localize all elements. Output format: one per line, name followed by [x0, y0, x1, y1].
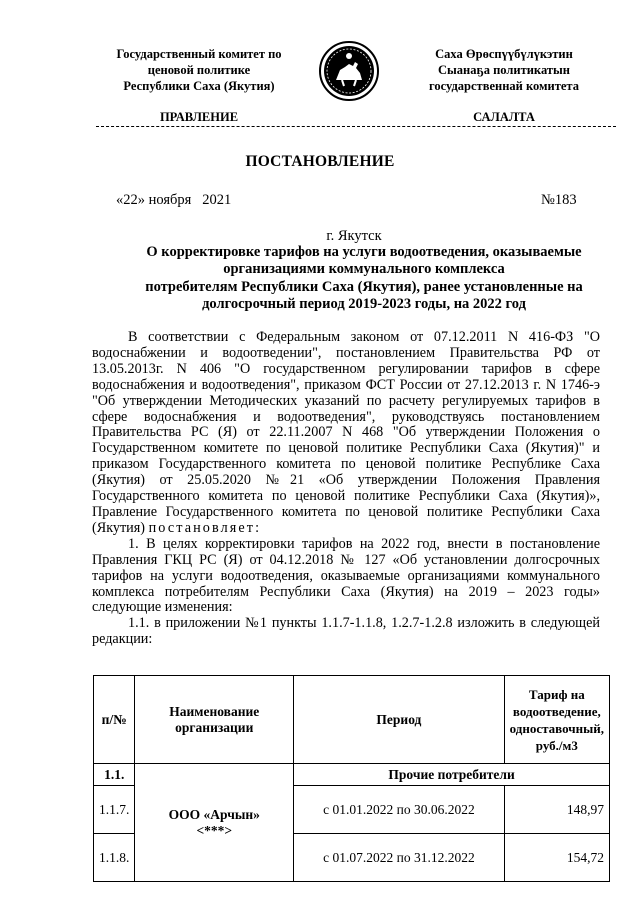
row-period: с 01.01.2022 по 30.06.2022	[294, 786, 505, 834]
header-line: Сыанаҕа политикатын	[438, 63, 570, 77]
header-organization: Наименование организации	[135, 676, 294, 764]
document-body	[92, 330, 600, 648]
header-line: ценовой политике	[147, 63, 251, 77]
board-label-yakut: САЛАЛТА	[473, 110, 535, 124]
subject-line: долгосрочный период 2019-2023 годы, на 2022 год	[202, 295, 526, 312]
header-tariff: Тариф на водоотведение, одноставочный, руб./м3	[504, 676, 609, 764]
document-title: ПОСТАНОВЛЕНИЕ	[245, 153, 395, 170]
row-period: с 01.07.2022 по 31.12.2022	[294, 834, 505, 882]
document-date: «22» ноября 2021	[116, 192, 232, 208]
header-divider	[96, 126, 616, 127]
header-line: Саха Өрөспүүбүлүкэтин	[435, 47, 573, 61]
committee-name-russian	[92, 46, 306, 94]
table-header-row	[94, 676, 610, 764]
organization-cell	[135, 764, 294, 882]
organization-note: <***>	[196, 822, 233, 838]
subject-line: потребителям Республики Саха (Якутия), ранее установленные на	[145, 278, 583, 295]
committee-name-yakut	[396, 46, 612, 94]
header-line: Государственный комитет по	[116, 47, 282, 61]
preamble-text: В соответствии с Федеральным законом от 07.12.2011 N 416-ФЗ "О водоснабжении и водоотведении", постановлением Правительства РФ от 13.05.2013г. N 406 "О государственном регулировании тарифов в сфере водоснабжения и водоотведения", приказом ФСТ России от 27.12.2013 г. N 1746-э "Об утверждении Методических указаний по расчету регулируемых тарифов в сфере водоснабжения и водоотведения", руководствуясь постановлением Правительства РС (Я) от 22.11.2007 N 468 "Об утверждении Положения о Государственном комитете по ценовой политике Республики Саха (Якутия)" и приказом Государственного комитета по ценовой политике Республике Саха (Якутия) от 25.05.2020 №21 «Об утверждении Положения Правления Государственного комитета по ценовой политике Республики Саха (Якутия)», Правление Государственного комитета по ценовой политике Республики Саха (Якутия)	[92, 329, 600, 536]
header-line: Республики Саха (Якутия)	[123, 79, 275, 93]
row-tariff: 154,72	[504, 834, 609, 882]
organization-name: ООО «Арчын»	[168, 806, 260, 822]
subject-line: О корректировке тарифов на услуги водоотведения, оказываемые	[146, 244, 582, 260]
preamble-paragraph	[92, 330, 600, 537]
table-group-row	[94, 764, 610, 786]
header-line: государственнай комитета	[429, 79, 579, 93]
document-subject	[96, 244, 632, 313]
group-label: Прочие потребители	[294, 764, 610, 786]
subject-line: организациями коммунального комплекса	[223, 261, 505, 278]
row-num: 1.1.8.	[94, 834, 135, 882]
clause-1-paragraph: 1. В целях корректировки тарифов на 2022 год, внести в постановление Правления ГКЦ РС (Я) от 04.12.2018 № 127 «Об установлении долгосрочных тарифов на услуги водоотведения, оказываемые организациями коммунального комплекса потребителям Республики Саха (Якутия) на 2019 – 2023 годы» следующие изменения:	[92, 535, 600, 616]
group-num: 1.1.	[94, 764, 135, 786]
resolves-word: постановляет:	[148, 519, 262, 536]
document-number: №183	[541, 192, 577, 208]
row-tariff: 148,97	[504, 786, 609, 834]
clause-1-1-paragraph: 1.1. в приложении №1 пункты 1.1.7-1.1.8, 1.2.7-1.2.8 изложить в следующей редакции:	[92, 615, 600, 648]
coat-of-arms-emblem	[318, 40, 380, 102]
row-num: 1.1.7.	[94, 786, 135, 834]
header-num: п/№	[94, 676, 135, 764]
board-label-russian: ПРАВЛЕНИЕ	[159, 110, 239, 124]
tariff-table	[93, 675, 610, 882]
document-city: г. Якутск	[326, 228, 382, 244]
header-period: Период	[294, 676, 505, 764]
